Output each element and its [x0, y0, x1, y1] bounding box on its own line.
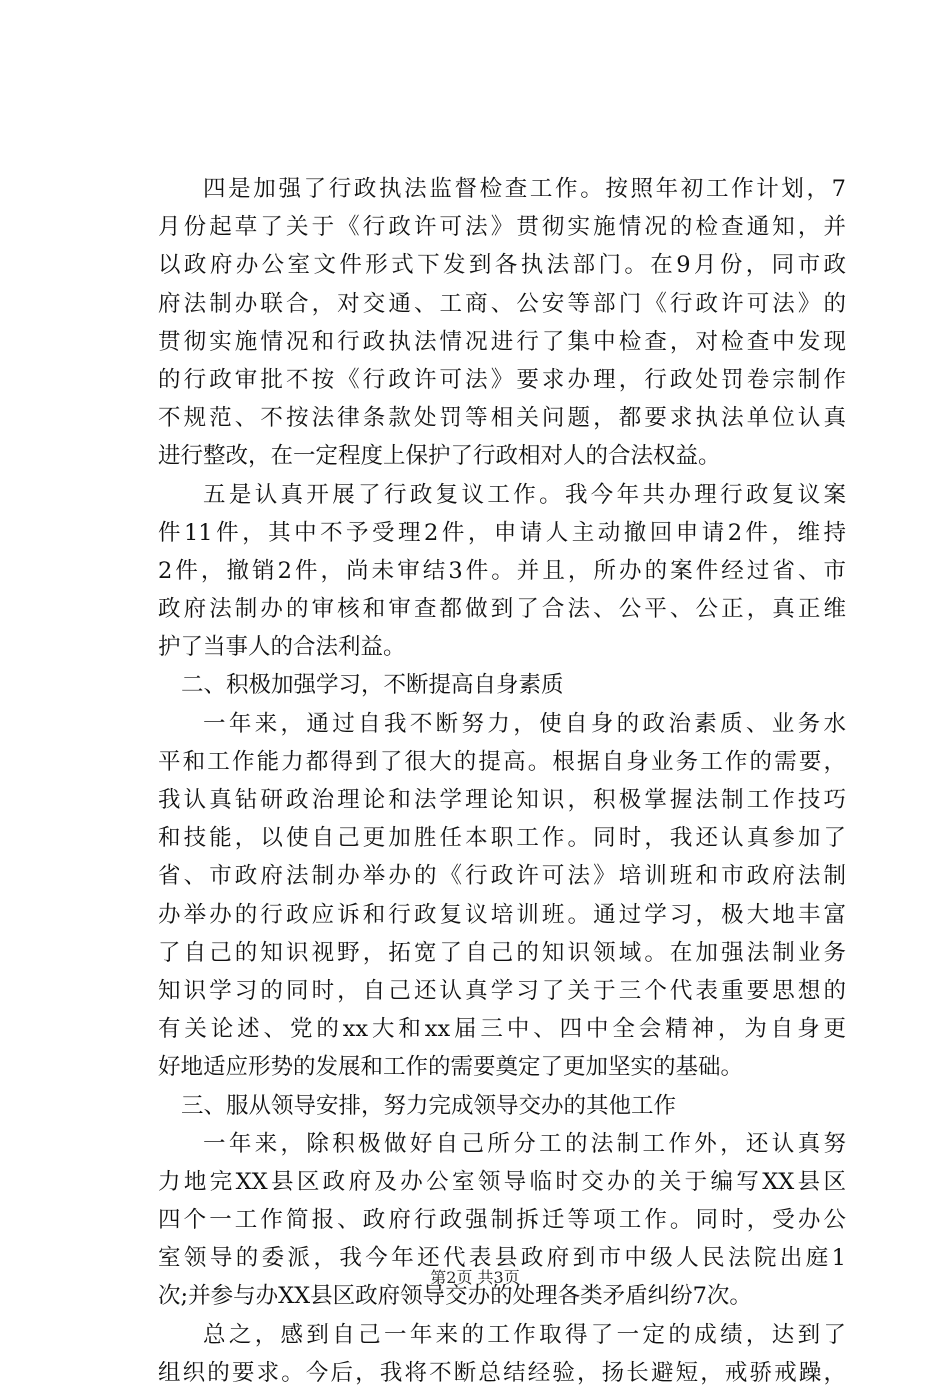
text-line: 有关论述、党的xx大和xx届三中、四中全会精神，为自身更 — [158, 1016, 846, 1043]
text-line: 室领导的委派，我今年还代表县政府到市中级人民法院出庭1 — [158, 1245, 846, 1272]
text-line: 一年来，通过自我不断努力，使自身的政治素质、业务水 — [203, 710, 846, 737]
text-line: 知识学习的同时，自己还认真学习了关于三个代表重要思想的 — [158, 977, 846, 1004]
text-line: 我认真钻研政治理论和法学理论知识，积极掌握法制工作技巧 — [158, 787, 846, 813]
text-line: 以政府办公室文件形式下发到各执法部门。在9月份，同市政 — [158, 252, 846, 279]
text-line: 四个一工作简报、政府行政强制拆迁等项工作。同时，受办公 — [158, 1207, 846, 1234]
text-line: 组织的要求。今后，我将不断总结经验，扬长避短，戒骄戒躁， — [158, 1359, 846, 1386]
text-line: 四是加强了行政执法监督检查工作。按照年初工作计划，7 — [203, 176, 846, 202]
section-heading: 三、服从领导安排，努力完成领导交办的其他工作 — [181, 1092, 677, 1119]
text-line: 不规范、不按法律条款处罚等相关问题，都要求执法单位认真 — [158, 405, 846, 432]
text-line: 好地适应形势的发展和工作的需要奠定了更加坚实的基础。 — [158, 1054, 744, 1081]
text-line: 贯彻实施情况和行政执法情况进行了集中检查，对检查中发现 — [158, 328, 846, 355]
text-line: 件11件，其中不予受理2件，申请人主动撤回申请2件，维持 — [158, 519, 846, 546]
text-line: 办举办的行政应诉和行政复议培训班。通过学习，极大地丰富 — [158, 901, 846, 928]
text-line: 次;并参与办XX县区政府领导交办的处理各类矛盾纠纷7次。 — [158, 1283, 752, 1310]
text-line: 府法制办联合，对交通、工商、公安等部门《行政许可法》的 — [158, 290, 846, 317]
text-line: 的行政审批不按《行政许可法》要求办理，行政处罚卷宗制作 — [158, 366, 846, 393]
text-line: 五是认真开展了行政复议工作。我今年共办理行政复议案 — [203, 481, 846, 508]
text-line: 省、市政府法制办举办的《行政许可法》培训班和市政府法制 — [158, 863, 846, 890]
page-footer: 第2页 共3页 — [430, 1268, 520, 1287]
text-line: 平和工作能力都得到了很大的提高。根据自身业务工作的需要， — [158, 748, 846, 775]
text-line: 月份起草了关于《行政许可法》贯彻实施情况的检查通知，并 — [158, 214, 846, 241]
text-line: 2件，撤销2件，尚未审结3件。并且，所办的案件经过省、市 — [158, 557, 846, 584]
text-line: 了自己的知识视野，拓宽了自己的知识领域。在加强法制业务 — [158, 939, 846, 966]
document-body — [158, 170, 846, 1392]
text-line: 一年来，除积极做好自己所分工的法制工作外，还认真努 — [203, 1130, 846, 1157]
text-line: 政府法制办的审核和审查都做到了合法、公平、公正，真正维 — [158, 596, 846, 623]
text-line: 进行整改，在一定程度上保护了行政相对人的合法权益。 — [158, 443, 721, 470]
section-heading: 二、积极加强学习，不断提高自身素质 — [181, 672, 564, 699]
text-line: 和技能，以使自己更加胜任本职工作。同时，我还认真参加了 — [158, 825, 846, 852]
text-line: 力地完XX县区政府及办公室领导临时交办的关于编写XX县区 — [158, 1168, 846, 1195]
text-line: 护了当事人的合法利益。 — [158, 634, 406, 661]
text-line: 总之，感到自己一年来的工作取得了一定的成绩，达到了 — [203, 1321, 846, 1348]
